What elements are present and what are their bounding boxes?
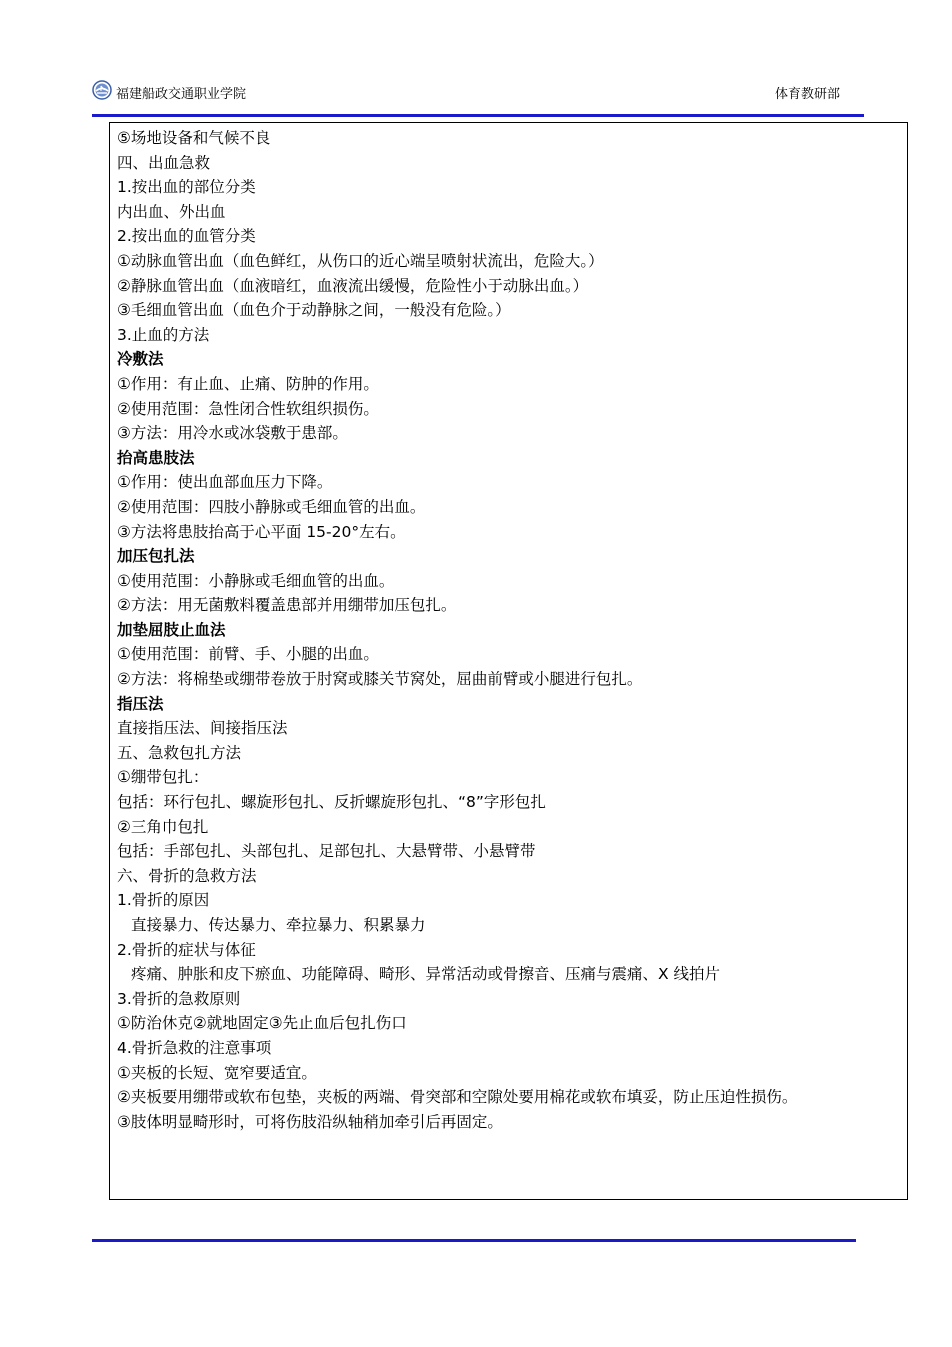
school-emblem-icon xyxy=(92,80,112,100)
section-heading: 指压法 xyxy=(117,694,164,713)
content-line: ①绷带包扎： xyxy=(117,768,209,787)
content-line: ①动脉血管出血（血色鲜红，从伤口的近心端呈喷射状流出，危险大。） xyxy=(117,251,604,270)
content-line: ②三角巾包扎 xyxy=(117,817,209,836)
content-line: ①夹板的长短、宽窄要适宜。 xyxy=(117,1063,317,1082)
content-line: 五、急救包扎方法 xyxy=(117,743,242,762)
content-line: 3.止血的方法 xyxy=(117,325,210,344)
content-line: ②方法：用无菌敷料覆盖患部并用绷带加压包扎。 xyxy=(117,596,457,615)
content-line: 1.按出血的部位分类 xyxy=(117,178,256,197)
content-line: ①作用：使出血部血压力下降。 xyxy=(117,473,333,492)
content-line: ②使用范围：急性闭合性软组织损伤。 xyxy=(117,399,379,418)
content-frame xyxy=(109,122,908,1200)
content-line: ①作用：有止血、止痛、防肿的作用。 xyxy=(117,374,379,393)
header-divider xyxy=(92,114,864,117)
content-line: 直接暴力、传达暴力、牵拉暴力、积累暴力 xyxy=(131,916,426,934)
department-name: 体育教研部 xyxy=(774,87,840,102)
content-line: 直接指压法、间接指压法 xyxy=(117,719,288,738)
content-line: 4.骨折急救的注意事项 xyxy=(117,1038,272,1057)
content-line: 疼痛、肿胀和皮下瘀血、功能障碍、畸形、异常活动或骨擦音、压痛与震痛、X 线拍片 xyxy=(131,965,721,984)
content-line: ②使用范围：四肢小静脉或毛细血管的出血。 xyxy=(117,497,426,516)
content-line: ③方法：用冷水或冰袋敷于患部。 xyxy=(117,424,348,443)
content-line: ③毛细血管出血（血色介于动静脉之间，一般没有危险。） xyxy=(117,301,511,320)
section-heading: 抬高患肢法 xyxy=(117,448,195,467)
section-heading: 加压包扎法 xyxy=(117,547,195,566)
content-line: 六、骨折的急救方法 xyxy=(117,866,257,885)
content-line: 2.按出血的血管分类 xyxy=(117,227,256,246)
content-line: ①使用范围：前臂、手、小腿的出血。 xyxy=(117,645,379,664)
content-line: 1.骨折的原因 xyxy=(117,891,210,910)
footer-divider xyxy=(92,1239,856,1242)
content-line: ①使用范围：小静脉或毛细血管的出血。 xyxy=(117,571,395,590)
content-line: ②静脉血管出血（血液暗红，血液流出缓慢，危险性小于动脉出血。） xyxy=(117,276,589,295)
organization-name: 福建船政交通职业学院 xyxy=(116,87,247,102)
section-heading: 冷敷法 xyxy=(117,350,164,369)
content-line: 包括：环行包扎、螺旋形包扎、反折螺旋形包扎、“8”字形包扎 xyxy=(117,793,546,812)
content-line: ②夹板要用绷带或软布包垫，夹板的两端、骨突部和空隙处要用棉花或软布填妥，防止压迫性损伤。 xyxy=(117,1088,798,1107)
content-line: 3.骨折的急救原则 xyxy=(117,989,241,1008)
section-heading: 加垫屈肢止血法 xyxy=(117,620,226,639)
content-line: 包括：手部包扎、头部包扎、足部包扎、大悬臂带、小悬臂带 xyxy=(117,842,536,861)
content-line: ③肢体明显畸形时，可将伤肢沿纵轴稍加牵引后再固定。 xyxy=(117,1112,503,1131)
content-line: ③方法将患肢抬高于心平面 15-20°左右。 xyxy=(117,522,406,541)
content-line: 内出血、外出血 xyxy=(117,202,226,221)
page-header xyxy=(92,80,862,110)
content-line: 2.骨折的症状与体征 xyxy=(117,940,256,959)
content-line: ①防治休克②就地固定③先止血后包扎伤口 xyxy=(117,1014,407,1033)
content-line: ⑤场地设备和气候不良 xyxy=(117,129,271,147)
content-line: ②方法：将棉垫或绷带卷放于肘窝或膝关节窝处，屈曲前臂或小腿进行包扎。 xyxy=(117,670,643,689)
content-line: 四、出血急救 xyxy=(117,153,211,172)
